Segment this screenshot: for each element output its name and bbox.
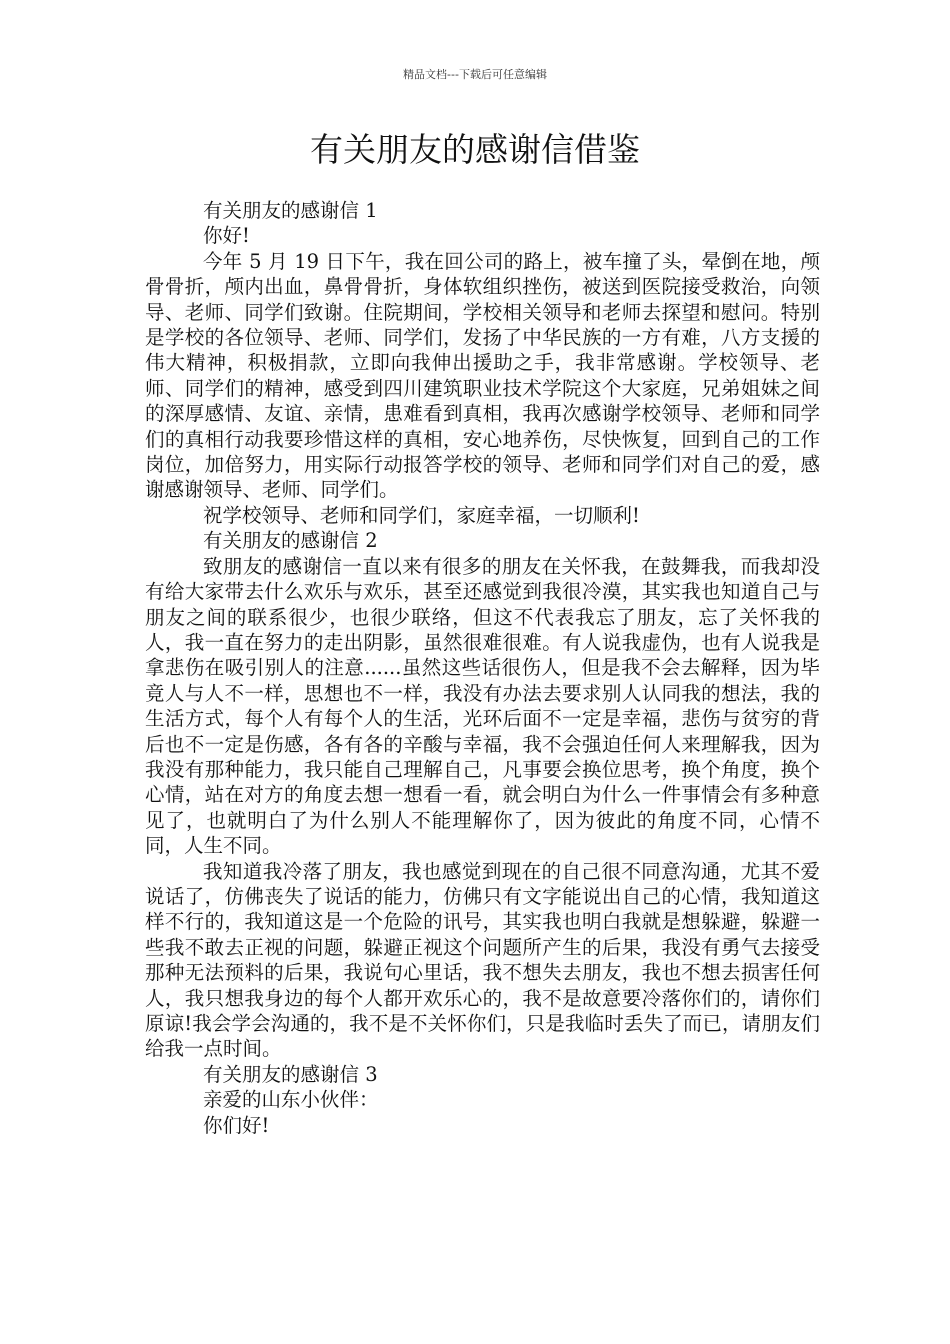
document-body [145,198,820,1138]
letter1-greeting: 你好! [203,224,250,248]
letter3-salutation: 亲爱的山东小伙伴： [203,1088,379,1112]
letter2-body-2: 我知道我冷落了朋友，我也感觉到现在的自己很不同意沟通，尤其不爱说话了，仿佛丧失了说话的能力，仿佛只有文字能说出自己的心情，我知道这样不行的，我知道这是一个危险的讯号，其实我也明白我就是想躲避，躲避一些我不敢去正视的问题，躲避正视这个问题所产生的后果，我没有勇气去接受那种无法预料的后果，我说句心里话，我不想失去朋友，我也不想去损害任何人，我只想我身边的每个人都开欢乐心的，我不是故意要冷落你们的，请你们原谅!我会学会沟通的，我不是不关怀你们，只是我临时丢失了而已，请朋友们给我一点时间。 [145,859,820,1061]
letter3-heading: 有关朋友的感谢信 3 [203,1062,378,1086]
header-note: 精品文档---下载后可任意编辑 [403,68,547,81]
letter1-closing: 祝学校领导、老师和同学们，家庭幸福，一切顺利! [203,503,640,527]
letter1-heading: 有关朋友的感谢信 1 [203,199,378,222]
letter2-body-1: 致朋友的感谢信一直以来有很多的朋友在关怀我，在鼓舞我，而我却没有给大家带去什么欢乐与欢乐，甚至还感觉到我很冷漠，其实我也知道自己与朋友之间的联系很少，也很少联络，但这不代表我忘了朋友，忘了关怀我的人，我一直在努力的走出阴影，虽然很难很难。有人说我虚伪，也有人说我是拿悲伤在吸引别人的注意......虽然这些话很伤人，但是我不会去解释，因为毕竟人与人不一样，思想也不一样，我没有办法去要求别人认同我的想法，我的生活方式，每个人有每个人的生活，光环后面不一定是幸福，悲伤与贫穷的背后也不一定是伤感，各有各的辛酸与幸福，我不会强迫任何人来理解我，因为我没有那种能力，我只能自己理解自己，凡事要会换位思考，换个角度，换个心情，站在对方的角度去想一想看一看，就会明白为什么一件事情会有多种意见了，也就明白了为什么别人不能理解你了，因为彼此的角度不同，心情不同，人生不同。 [145,554,820,858]
document-title: 有关朋友的感谢信借鉴 [310,130,640,169]
letter3-greeting: 你们好! [203,1113,270,1137]
letter1-body: 今年 5 月 19 日下午，我在回公司的路上，被车撞了头，晕倒在地，颅骨骨折，颅内出血，鼻骨骨折，身体软组织挫伤，被送到医院接受救治，向领导、老师、同学们致谢。住院期间，学校相关领导和老师去探望和慰问。特别是学校的各位领导、老师、同学们，发扬了中华民族的一方有难，八方支援的伟大精神，积极捐款，立即向我伸出援助之手，我非常感谢。学校领导、老师、同学们的精神，感受到四川建筑职业技术学院这个大家庭，兄弟姐妹之间的深厚感情、友谊、亲情，患难看到真相，我再次感谢学校领导、老师和同学们的真相行动我要珍惜这样的真相，安心地养伤，尽快恢复，回到自己的工作岗位，加倍努力，用实际行动报答学校的领导、老师和同学们对自己的爱，感谢感谢领导、老师、同学们。 [145,249,820,502]
letter2-heading: 有关朋友的感谢信 2 [203,529,378,553]
